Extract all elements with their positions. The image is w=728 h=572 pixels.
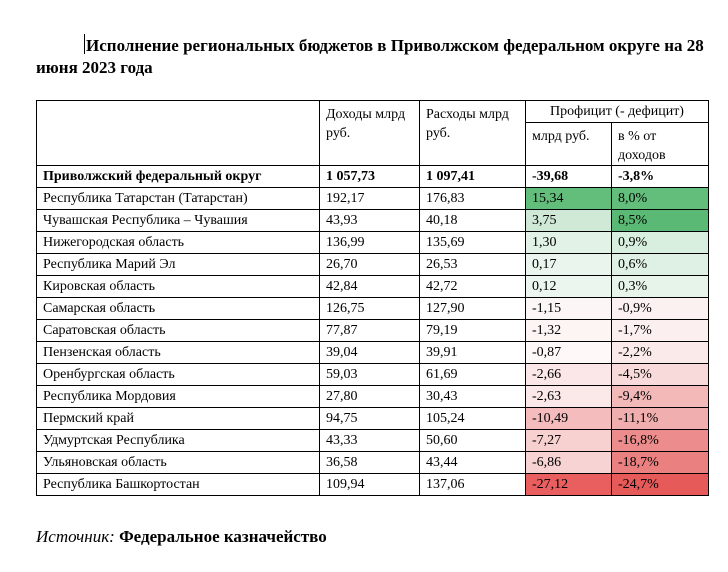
region-name: Самарская область bbox=[37, 298, 320, 320]
income-value: 39,04 bbox=[320, 342, 420, 364]
region-name: Нижегородская область bbox=[37, 232, 320, 254]
balance-pct: 0,3% bbox=[612, 276, 709, 298]
region-name: Пензенская область bbox=[37, 342, 320, 364]
balance-pct: 8,5% bbox=[612, 210, 709, 232]
expense-value: 42,72 bbox=[420, 276, 526, 298]
header-region bbox=[37, 101, 320, 166]
balance-pct: -16,8% bbox=[612, 430, 709, 452]
balance-value: -10,49 bbox=[526, 408, 612, 430]
income-value: 192,17 bbox=[320, 188, 420, 210]
region-name: Республика Башкортостан bbox=[37, 474, 320, 496]
balance-value: -7,27 bbox=[526, 430, 612, 452]
header-row bbox=[37, 101, 709, 123]
table-row bbox=[37, 232, 709, 254]
header-balance-pct: в % от доходов bbox=[612, 123, 709, 166]
table-row bbox=[37, 298, 709, 320]
expense-value: 30,43 bbox=[420, 386, 526, 408]
table-row bbox=[37, 474, 709, 496]
region-name: Удмуртская Республика bbox=[37, 430, 320, 452]
balance-value: 15,34 bbox=[526, 188, 612, 210]
title-text: Исполнение региональных бюджетов в Приволжском федеральном округе на 28 июня 2023 года bbox=[36, 36, 704, 77]
expense-value: 135,69 bbox=[420, 232, 526, 254]
balance-pct: -1,7% bbox=[612, 320, 709, 342]
balance-pct: -11,1% bbox=[612, 408, 709, 430]
expense-value: 39,91 bbox=[420, 342, 526, 364]
balance-pct: -18,7% bbox=[612, 452, 709, 474]
income-value: 109,94 bbox=[320, 474, 420, 496]
table-row bbox=[37, 452, 709, 474]
table-row bbox=[37, 210, 709, 232]
expense-value: 137,06 bbox=[420, 474, 526, 496]
expense-value: 105,24 bbox=[420, 408, 526, 430]
income-value: 27,80 bbox=[320, 386, 420, 408]
balance-pct: -9,4% bbox=[612, 386, 709, 408]
region-name: Саратовская область bbox=[37, 320, 320, 342]
balance-value: -1,32 bbox=[526, 320, 612, 342]
income-value: 26,70 bbox=[320, 254, 420, 276]
budget-table bbox=[36, 100, 709, 496]
income-value: 126,75 bbox=[320, 298, 420, 320]
balance-value: -2,66 bbox=[526, 364, 612, 386]
expense-value: 50,60 bbox=[420, 430, 526, 452]
region-name: Республика Марий Эл bbox=[37, 254, 320, 276]
table-row bbox=[37, 408, 709, 430]
region-name: Оренбургская область bbox=[37, 364, 320, 386]
region-name: Ульяновская область bbox=[37, 452, 320, 474]
income-value: 43,33 bbox=[320, 430, 420, 452]
income-value: 94,75 bbox=[320, 408, 420, 430]
income-value: 59,03 bbox=[320, 364, 420, 386]
income-value: 1 057,73 bbox=[320, 166, 420, 188]
table-row bbox=[37, 342, 709, 364]
income-value: 42,84 bbox=[320, 276, 420, 298]
balance-pct: -4,5% bbox=[612, 364, 709, 386]
region-name: Пермский край bbox=[37, 408, 320, 430]
header-balance-bln: млрд руб. bbox=[526, 123, 612, 166]
source-value: Федеральное казначейство bbox=[119, 527, 327, 546]
expense-value: 40,18 bbox=[420, 210, 526, 232]
income-value: 43,93 bbox=[320, 210, 420, 232]
balance-pct: -0,9% bbox=[612, 298, 709, 320]
balance-value: 0,17 bbox=[526, 254, 612, 276]
text-cursor bbox=[84, 34, 85, 54]
balance-value: -0,87 bbox=[526, 342, 612, 364]
region-name: Чувашская Республика – Чувашия bbox=[37, 210, 320, 232]
header-expense: Расходы млрд руб. bbox=[420, 101, 526, 166]
table-row bbox=[37, 276, 709, 298]
table-row bbox=[37, 364, 709, 386]
source-label: Источник: bbox=[36, 527, 115, 546]
expense-value: 61,69 bbox=[420, 364, 526, 386]
table-row bbox=[37, 386, 709, 408]
balance-pct: 0,6% bbox=[612, 254, 709, 276]
expense-value: 79,19 bbox=[420, 320, 526, 342]
region-name: Приволжский федеральный округ bbox=[37, 166, 320, 188]
expense-value: 43,44 bbox=[420, 452, 526, 474]
balance-value: -6,86 bbox=[526, 452, 612, 474]
total-row bbox=[37, 166, 709, 188]
table-row bbox=[37, 430, 709, 452]
page-title bbox=[36, 34, 716, 79]
source-note bbox=[36, 526, 327, 548]
expense-value: 176,83 bbox=[420, 188, 526, 210]
region-name: Кировская область bbox=[37, 276, 320, 298]
table-row bbox=[37, 188, 709, 210]
balance-pct: 8,0% bbox=[612, 188, 709, 210]
header-income: Доходы млрд руб. bbox=[320, 101, 420, 166]
balance-value: -27,12 bbox=[526, 474, 612, 496]
expense-value: 127,90 bbox=[420, 298, 526, 320]
expense-value: 26,53 bbox=[420, 254, 526, 276]
income-value: 36,58 bbox=[320, 452, 420, 474]
income-value: 136,99 bbox=[320, 232, 420, 254]
balance-pct: -3,8% bbox=[612, 166, 709, 188]
balance-value: -2,63 bbox=[526, 386, 612, 408]
balance-value: 0,12 bbox=[526, 276, 612, 298]
header-balance: Профицит (- дефицит) bbox=[526, 101, 709, 123]
income-value: 77,87 bbox=[320, 320, 420, 342]
balance-value: -39,68 bbox=[526, 166, 612, 188]
region-name: Республика Мордовия bbox=[37, 386, 320, 408]
balance-value: -1,15 bbox=[526, 298, 612, 320]
balance-pct: -24,7% bbox=[612, 474, 709, 496]
region-name: Республика Татарстан (Татарстан) bbox=[37, 188, 320, 210]
balance-pct: -2,2% bbox=[612, 342, 709, 364]
balance-value: 1,30 bbox=[526, 232, 612, 254]
table-row bbox=[37, 320, 709, 342]
expense-value: 1 097,41 bbox=[420, 166, 526, 188]
balance-pct: 0,9% bbox=[612, 232, 709, 254]
balance-value: 3,75 bbox=[526, 210, 612, 232]
table-row bbox=[37, 254, 709, 276]
